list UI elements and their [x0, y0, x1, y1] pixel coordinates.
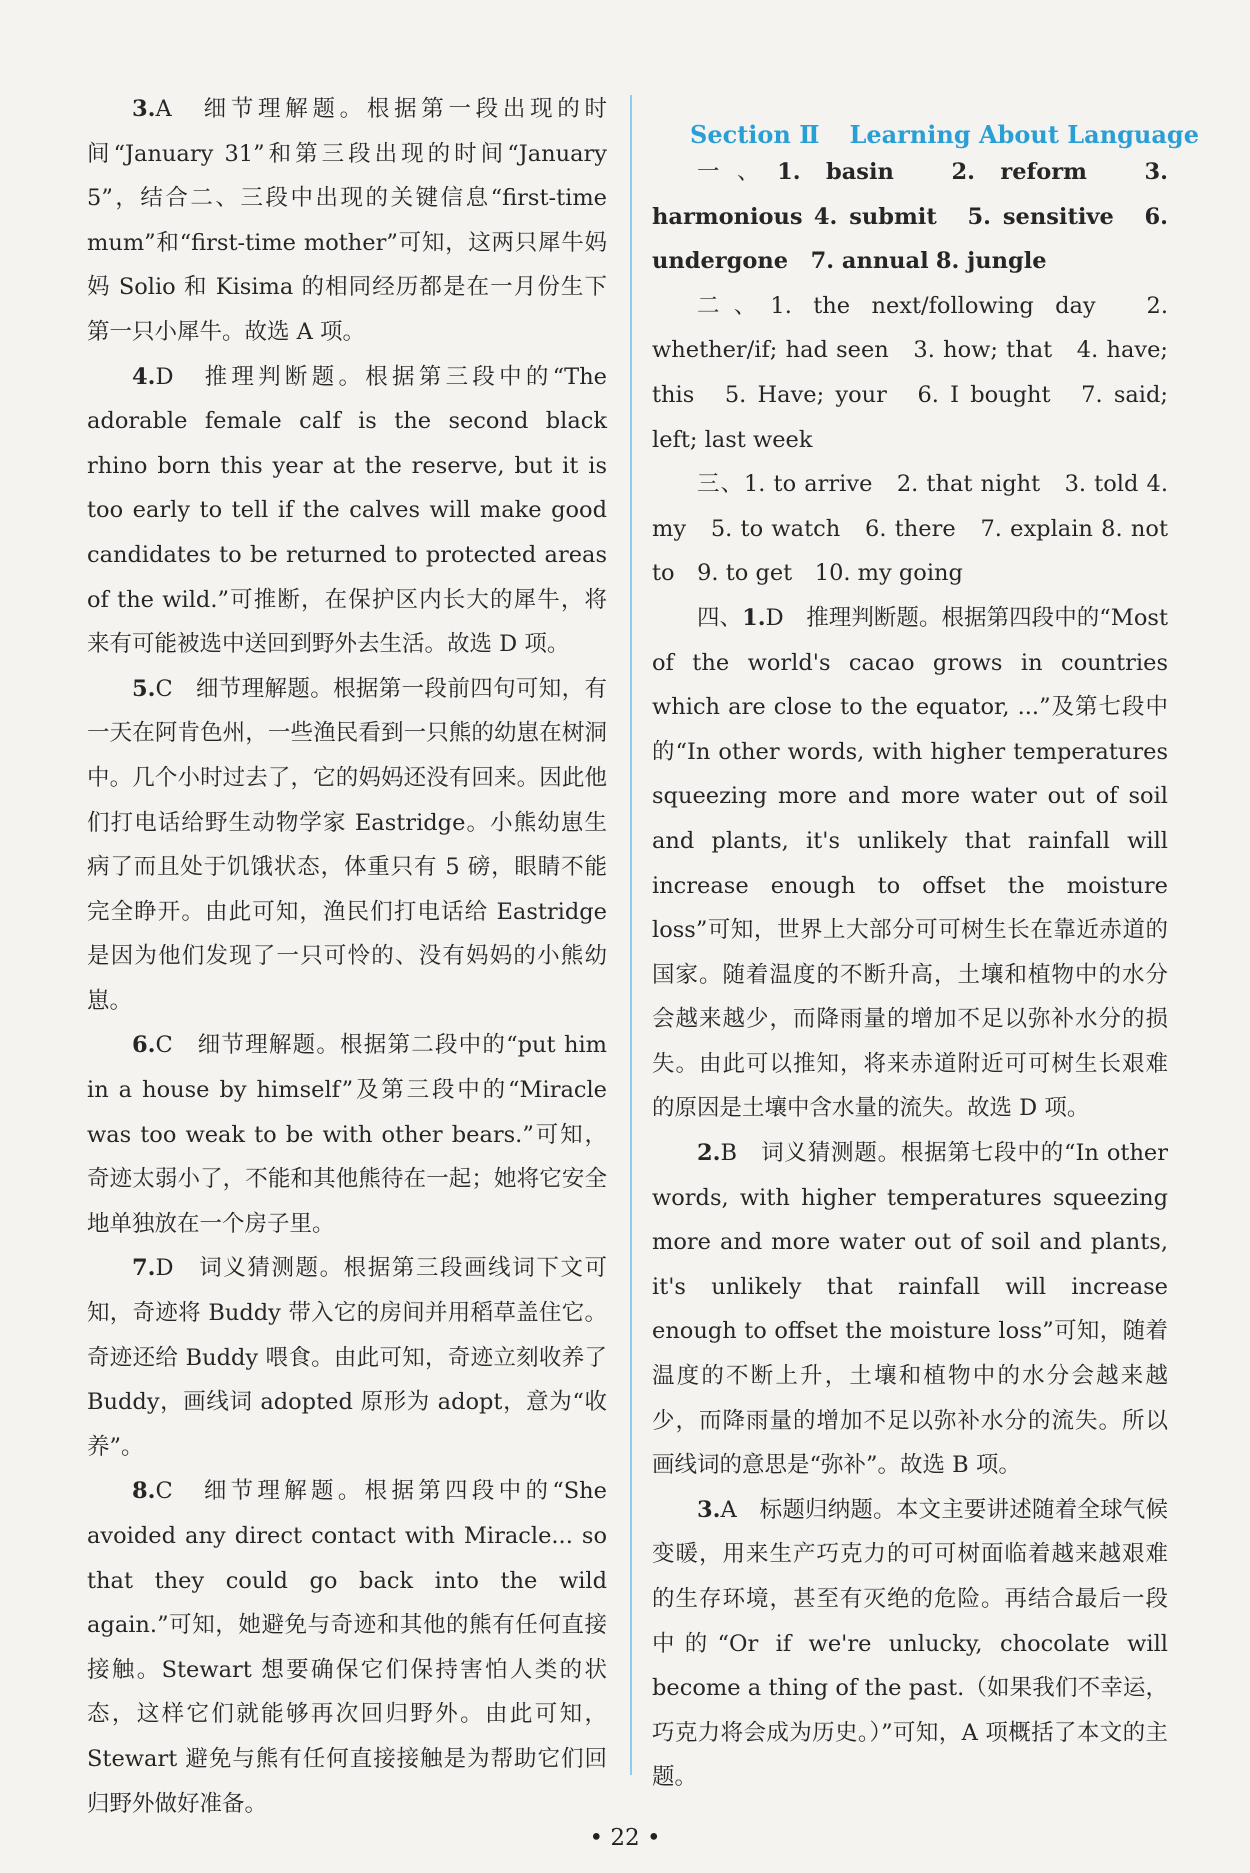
part4-answer-2: 2.B 词义猜测题。根据第七段中的“In other words, with higher temperatures squeezing more and more water out of soil and plants, it's unlikely that rainfall will increase enough to offset the moisture loss”可知，随着温度的不断上升，土壤和植物中的水分会越来越少，而降雨量的增加不足以弥补水分的流失。所以画线词的意思是“弥补”。故选 B 项。	[652, 1140, 1168, 1479]
part4-answer-3: 3.A 标题归纳题。本文主要讲述随着全球气候变暖，用来生产巧克力的可可树面临着越来越艰难的生存环境，甚至有灭绝的危险。再结合最后一段中的“Or if we're unlucky, chocolate will become a thing of the past.（如果我们不幸运，巧克力将会成为历史。）”可知，A 项概括了本文的主题。	[652, 1496, 1168, 1791]
answer-4: 4.D 推理判断题。根据第三段中的“The adorable female calf is the second black rhino born this year at the reserve, but it is too early to tell if the calves will make good candidates to be returned to protected areas of the wild.”可推断，在保护区内长大的犀牛，将来有可能被选中送回到野外去生活。故选 D 项。	[87, 363, 607, 658]
part1-answers: 一、1. basin 2. reform 3. harmonious 4. submit 5. sensitive 6. undergone 7. annual 8. jungle	[652, 159, 1168, 275]
answer-7: 7.D 词义猜测题。根据第三段画线词下文可知，奇迹将 Buddy 带入它的房间并用稻草盖住它。奇迹还给 Buddy 喂食。由此可知，奇迹立刻收养了 Buddy，画线词 adopted 原形为 adopt，意为“收养”。	[87, 1255, 607, 1460]
column-divider	[630, 95, 632, 1775]
left-column	[87, 87, 607, 1826]
answer-8: 8.C 细节理解题。根据第四段中的“She avoided any direct contact with Miracle... so that they could go back into the wild again.”可知，她避免与奇迹和其他的熊有任何直接接触。Stewart 想要确保它们保持害怕人类的状态，这样它们就能够再次回归野外。由此可知，Stewart 避免与熊有任何直接接触是为帮助它们回归野外做好准备。	[87, 1478, 607, 1817]
part4-answer-1: 四、1.D 推理判断题。根据第四段中的“Most of the world's cacao grows in countries which are close to the equator, ...”及第七段中的“In other words, with higher temperatures squeezing more and more water out of soil and plants, it's unlikely that rainfall will increase enough to offset the moisture loss”可知，世界上大部分可可树生长在靠近赤道的国家。随着温度的不断升高，土壤和植物中的水分会越来越少，而降雨量的增加不足以弥补水分的损失。由此可以推知，将来赤道附近可可树生长艰难的原因是土壤中含水量的流失。故选 D 项。	[652, 604, 1168, 1122]
part2-answers: 二、1. the next/following day 2. whether/if; had seen 3. how; that 4. have; this 5. Have; your 6. I bought 7. said; left; last week	[652, 292, 1168, 453]
page-number: • 22 •	[589, 1825, 661, 1851]
part3-answers: 三、1. to arrive 2. that night 3. told 4. my 5. to watch 6. there 7. explain 8. not to 9. to get 10. my going	[652, 471, 1168, 587]
section-heading: Section Ⅱ Learning About Language	[690, 120, 1199, 149]
answer-5: 5.C 细节理解题。根据第一段前四句可知，有一天在阿肯色州，一些渔民看到一只熊的幼崽在树洞中。几个小时过去了，它的妈妈还没有回来。因此他们打电话给野生动物学家 Eastridge。小熊幼崽生病了而且处于饥饿状态，体重只有 5 磅，眼睛不能完全睁开。由此可知，渔民们打电话给 Eastridge 是因为他们发现了一只可怜的、没有妈妈的小熊幼崽。	[87, 675, 607, 1014]
answer-6: 6.C 细节理解题。根据第二段中的“put him in a house by himself”及第三段中的“Miracle was too weak to be with other bears.”可知，奇迹太弱小了，不能和其他熊待在一起；她将它安全地单独放在一个房子里。	[87, 1032, 607, 1237]
right-column	[652, 150, 1168, 1800]
answer-3: 3.A 细节理解题。根据第一段出现的时间“January 31”和第三段出现的时间“January 5”，结合二、三段中出现的关键信息“first-time mum”和“first-time mother”可知，这两只犀牛妈妈 Solio 和 Kisima 的相同经历都是在一月份生下第一只小犀牛。故选 A 项。	[87, 96, 607, 345]
